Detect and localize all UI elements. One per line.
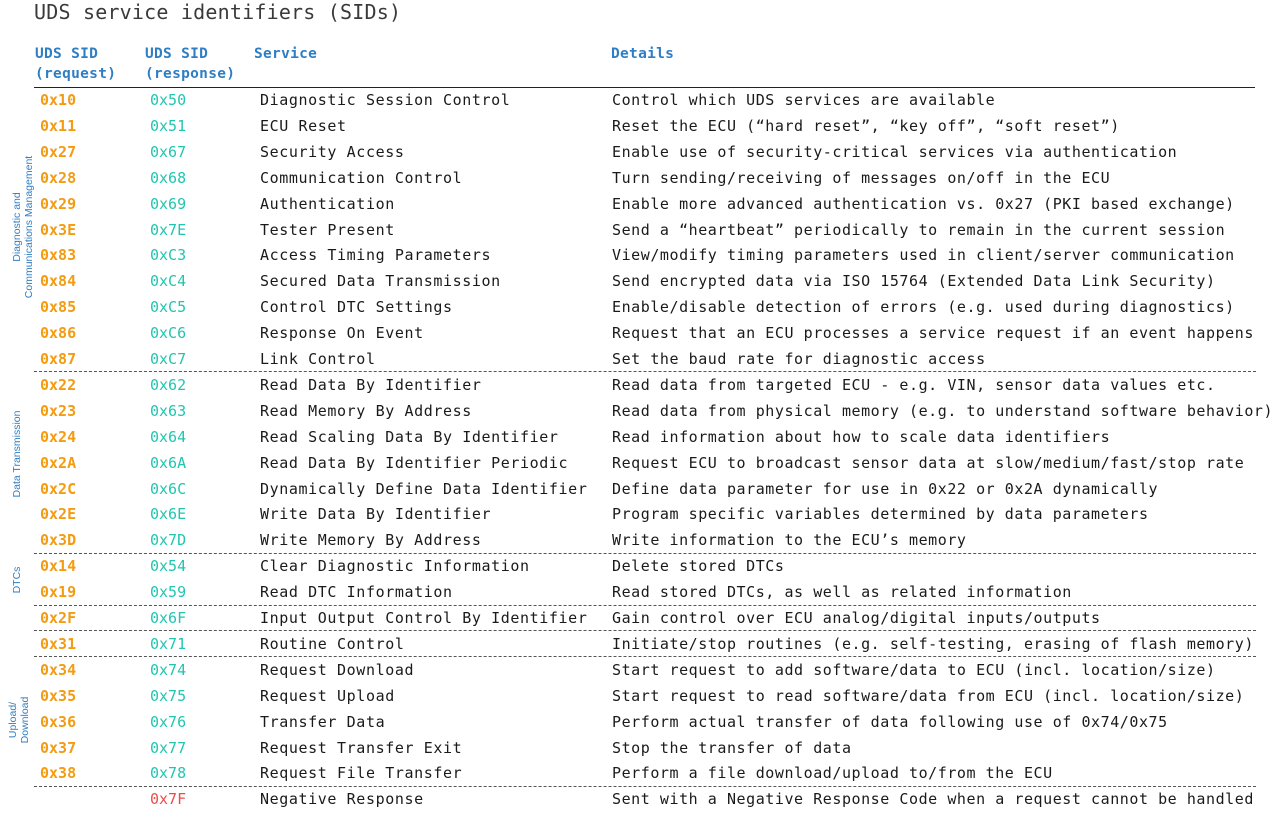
response-sid: 0x7D — [150, 531, 187, 550]
page-title: UDS service identifiers (SIDs) — [34, 0, 402, 24]
table-row — [0, 501, 1280, 527]
table-row — [0, 139, 1280, 165]
response-sid: 0xC7 — [150, 350, 187, 368]
service-details: Define data parameter for use in 0x22 or 0x2A dynamically — [612, 479, 1159, 498]
response-sid: 0x51 — [150, 116, 187, 135]
request-sid: 0x29 — [40, 194, 77, 213]
response-sid: 0x6C — [150, 479, 187, 498]
service-details: Write information to the ECU’s memory — [612, 531, 967, 550]
request-sid: 0x22 — [40, 375, 77, 394]
table-row — [0, 683, 1280, 709]
service-name: Response On Event — [260, 324, 424, 343]
service-name: Request Upload — [260, 686, 395, 705]
group-separator — [34, 630, 1256, 631]
group-label-upload-download: Upload/ Download — [7, 696, 31, 744]
response-sid: 0x6A — [150, 453, 187, 472]
column-header-request: UDS SID (request) — [35, 46, 117, 82]
request-sid: 0x86 — [40, 324, 77, 343]
request-sid: 0x3D — [40, 531, 77, 550]
request-sid: 0x2A — [40, 453, 77, 472]
service-details: Start request to read software/data from ECU (incl. location/size) — [612, 686, 1245, 705]
service-details: Program specific variables determined by data parameters — [612, 505, 1149, 524]
service-details: Enable more advanced authentication vs. 0x27 (PKI based exchange) — [612, 194, 1235, 213]
service-name: Request File Transfer — [260, 764, 463, 783]
response-sid: 0x77 — [150, 738, 187, 757]
service-details: Sent with a Negative Response Code when a request cannot be handled — [612, 790, 1254, 809]
response-sid: 0x7F — [150, 790, 187, 809]
service-name: Read Data By Identifier — [260, 375, 482, 394]
table-row — [0, 605, 1280, 631]
response-sid: 0x69 — [150, 194, 187, 213]
service-name: Authentication — [260, 194, 395, 213]
request-sid: 0x85 — [40, 298, 77, 317]
request-sid: 0x23 — [40, 401, 77, 420]
service-name: Tester Present — [260, 220, 395, 239]
service-name: Diagnostic Session Control — [260, 91, 511, 109]
service-name: Write Data By Identifier — [260, 505, 492, 524]
response-sid: 0x62 — [150, 375, 187, 394]
table-row — [0, 372, 1280, 398]
table-row — [0, 476, 1280, 502]
response-sid: 0xC5 — [150, 298, 187, 317]
group-label-data-transmission: Data Transmission — [11, 410, 23, 498]
response-sid: 0x78 — [150, 764, 187, 783]
response-sid: 0x6F — [150, 609, 187, 627]
service-name: Dynamically Define Data Identifier — [260, 479, 588, 498]
column-header-service: Service — [254, 46, 318, 62]
service-details: Stop the transfer of data — [612, 738, 852, 757]
request-sid: 0x19 — [40, 583, 77, 602]
table-row — [0, 191, 1280, 217]
response-sid: 0xC3 — [150, 246, 187, 265]
service-name: Negative Response — [260, 790, 424, 809]
service-details: Perform actual transfer of data following use of 0x74/0x75 — [612, 712, 1168, 731]
service-details: Delete stored DTCs — [612, 557, 785, 576]
response-sid: 0x54 — [150, 557, 187, 576]
response-sid: 0x71 — [150, 634, 187, 653]
table-row — [0, 553, 1280, 579]
service-details: Read information about how to scale data identifiers — [612, 427, 1111, 446]
service-name: Read Data By Identifier Periodic — [260, 453, 569, 472]
response-sid: 0x59 — [150, 583, 187, 602]
table-row — [0, 346, 1280, 372]
service-details: Read data from targeted ECU - e.g. VIN, sensor data values etc. — [612, 375, 1216, 394]
table-row — [0, 320, 1280, 346]
response-sid: 0x76 — [150, 712, 187, 731]
table-row — [0, 113, 1280, 139]
service-name: Clear Diagnostic Information — [260, 557, 530, 576]
request-sid: 0x14 — [40, 557, 77, 576]
service-name: Transfer Data — [260, 712, 386, 731]
table-row — [0, 657, 1280, 683]
request-sid: 0x2E — [40, 505, 77, 524]
table-row — [0, 294, 1280, 320]
service-name: Communication Control — [260, 168, 463, 187]
column-header-details: Details — [611, 46, 675, 62]
table-row — [0, 631, 1280, 657]
service-name: Control DTC Settings — [260, 298, 453, 317]
response-sid: 0xC6 — [150, 324, 187, 343]
service-details: Turn sending/receiving of messages on/off in the ECU — [612, 168, 1111, 187]
service-details: Read data from physical memory (e.g. to understand software behavior) — [612, 401, 1274, 420]
table-row — [0, 398, 1280, 424]
service-name: Link Control — [260, 350, 376, 368]
service-name: Routine Control — [260, 634, 405, 653]
service-name: Security Access — [260, 142, 405, 161]
service-name: Request Transfer Exit — [260, 738, 463, 757]
service-name: Read DTC Information — [260, 583, 453, 602]
response-sid: 0x50 — [150, 91, 187, 109]
response-sid: 0xC4 — [150, 272, 187, 291]
column-header-response: UDS SID (response) — [145, 46, 236, 82]
response-sid: 0x75 — [150, 686, 187, 705]
group-separator — [34, 605, 1256, 606]
response-sid: 0x63 — [150, 401, 187, 420]
service-details: Control which UDS services are available — [612, 91, 996, 109]
request-sid: 0x87 — [40, 350, 77, 368]
service-details: Request that an ECU processes a service request if an event happens — [612, 324, 1254, 343]
service-details: Start request to add software/data to ECU (incl. location/size) — [612, 660, 1216, 679]
request-sid: 0x3E — [40, 220, 77, 239]
request-sid: 0x35 — [40, 686, 77, 705]
service-details: Set the baud rate for diagnostic access — [612, 350, 986, 368]
table-row — [0, 450, 1280, 476]
service-details: Request ECU to broadcast sensor data at slow/medium/fast/stop rate — [612, 453, 1245, 472]
request-sid: 0x27 — [40, 142, 77, 161]
response-sid: 0x64 — [150, 427, 187, 446]
table-row — [0, 242, 1280, 268]
service-details: View/modify timing parameters used in client/server communication — [612, 246, 1235, 265]
service-name: Read Memory By Address — [260, 401, 472, 420]
group-separator — [34, 656, 1256, 657]
service-details: Perform a file download/upload to/from the ECU — [612, 764, 1053, 783]
table-row — [0, 786, 1280, 812]
table-row — [0, 165, 1280, 191]
service-name: Input Output Control By Identifier — [260, 609, 588, 627]
response-sid: 0x7E — [150, 220, 187, 239]
request-sid: 0x11 — [40, 116, 77, 135]
response-sid: 0x6E — [150, 505, 187, 524]
service-details: Enable/disable detection of errors (e.g. used during diagnostics) — [612, 298, 1235, 317]
table-row — [0, 527, 1280, 553]
response-sid: 0x67 — [150, 142, 187, 161]
service-name: ECU Reset — [260, 116, 347, 135]
group-label-dtcs: DTCs — [11, 566, 23, 594]
service-details: Read stored DTCs, as well as related information — [612, 583, 1072, 602]
request-sid: 0x2F — [40, 609, 77, 627]
request-sid: 0x37 — [40, 738, 77, 757]
service-details: Reset the ECU (“hard reset”, “key off”, “soft reset”) — [612, 116, 1120, 135]
service-name: Read Scaling Data By Identifier — [260, 427, 559, 446]
table-row — [0, 424, 1280, 450]
request-sid: 0x10 — [40, 91, 77, 109]
request-sid: 0x36 — [40, 712, 77, 731]
table-row — [0, 760, 1280, 786]
group-label-diagnostic: Diagnostic and Communications Management — [11, 155, 35, 299]
response-sid: 0x74 — [150, 660, 187, 679]
service-name: Write Memory By Address — [260, 531, 482, 550]
service-details: Send a “heartbeat” periodically to remain in the current session — [612, 220, 1226, 239]
request-sid: 0x84 — [40, 272, 77, 291]
service-details: Gain control over ECU analog/digital inputs/outputs — [612, 609, 1101, 627]
service-name: Secured Data Transmission — [260, 272, 501, 291]
service-name: Request Download — [260, 660, 415, 679]
group-separator — [34, 786, 1256, 787]
response-sid: 0x68 — [150, 168, 187, 187]
service-details: Enable use of security-critical services via authentication — [612, 142, 1178, 161]
service-name: Access Timing Parameters — [260, 246, 492, 265]
table-row — [0, 268, 1280, 294]
request-sid: 0x2C — [40, 479, 77, 498]
table-row — [0, 709, 1280, 735]
table-row — [0, 735, 1280, 761]
service-details: Send encrypted data via ISO 15764 (Extended Data Link Security) — [612, 272, 1216, 291]
request-sid: 0x34 — [40, 660, 77, 679]
table-row — [0, 579, 1280, 605]
request-sid: 0x31 — [40, 634, 77, 653]
request-sid: 0x83 — [40, 246, 77, 265]
group-separator — [34, 553, 1256, 554]
service-details: Initiate/stop routines (e.g. self-testing, erasing of flash memory) — [612, 634, 1254, 653]
request-sid: 0x38 — [40, 764, 77, 783]
table-row — [0, 217, 1280, 243]
group-separator — [34, 371, 1256, 372]
table-row — [0, 87, 1280, 113]
request-sid: 0x28 — [40, 168, 77, 187]
request-sid: 0x24 — [40, 427, 77, 446]
